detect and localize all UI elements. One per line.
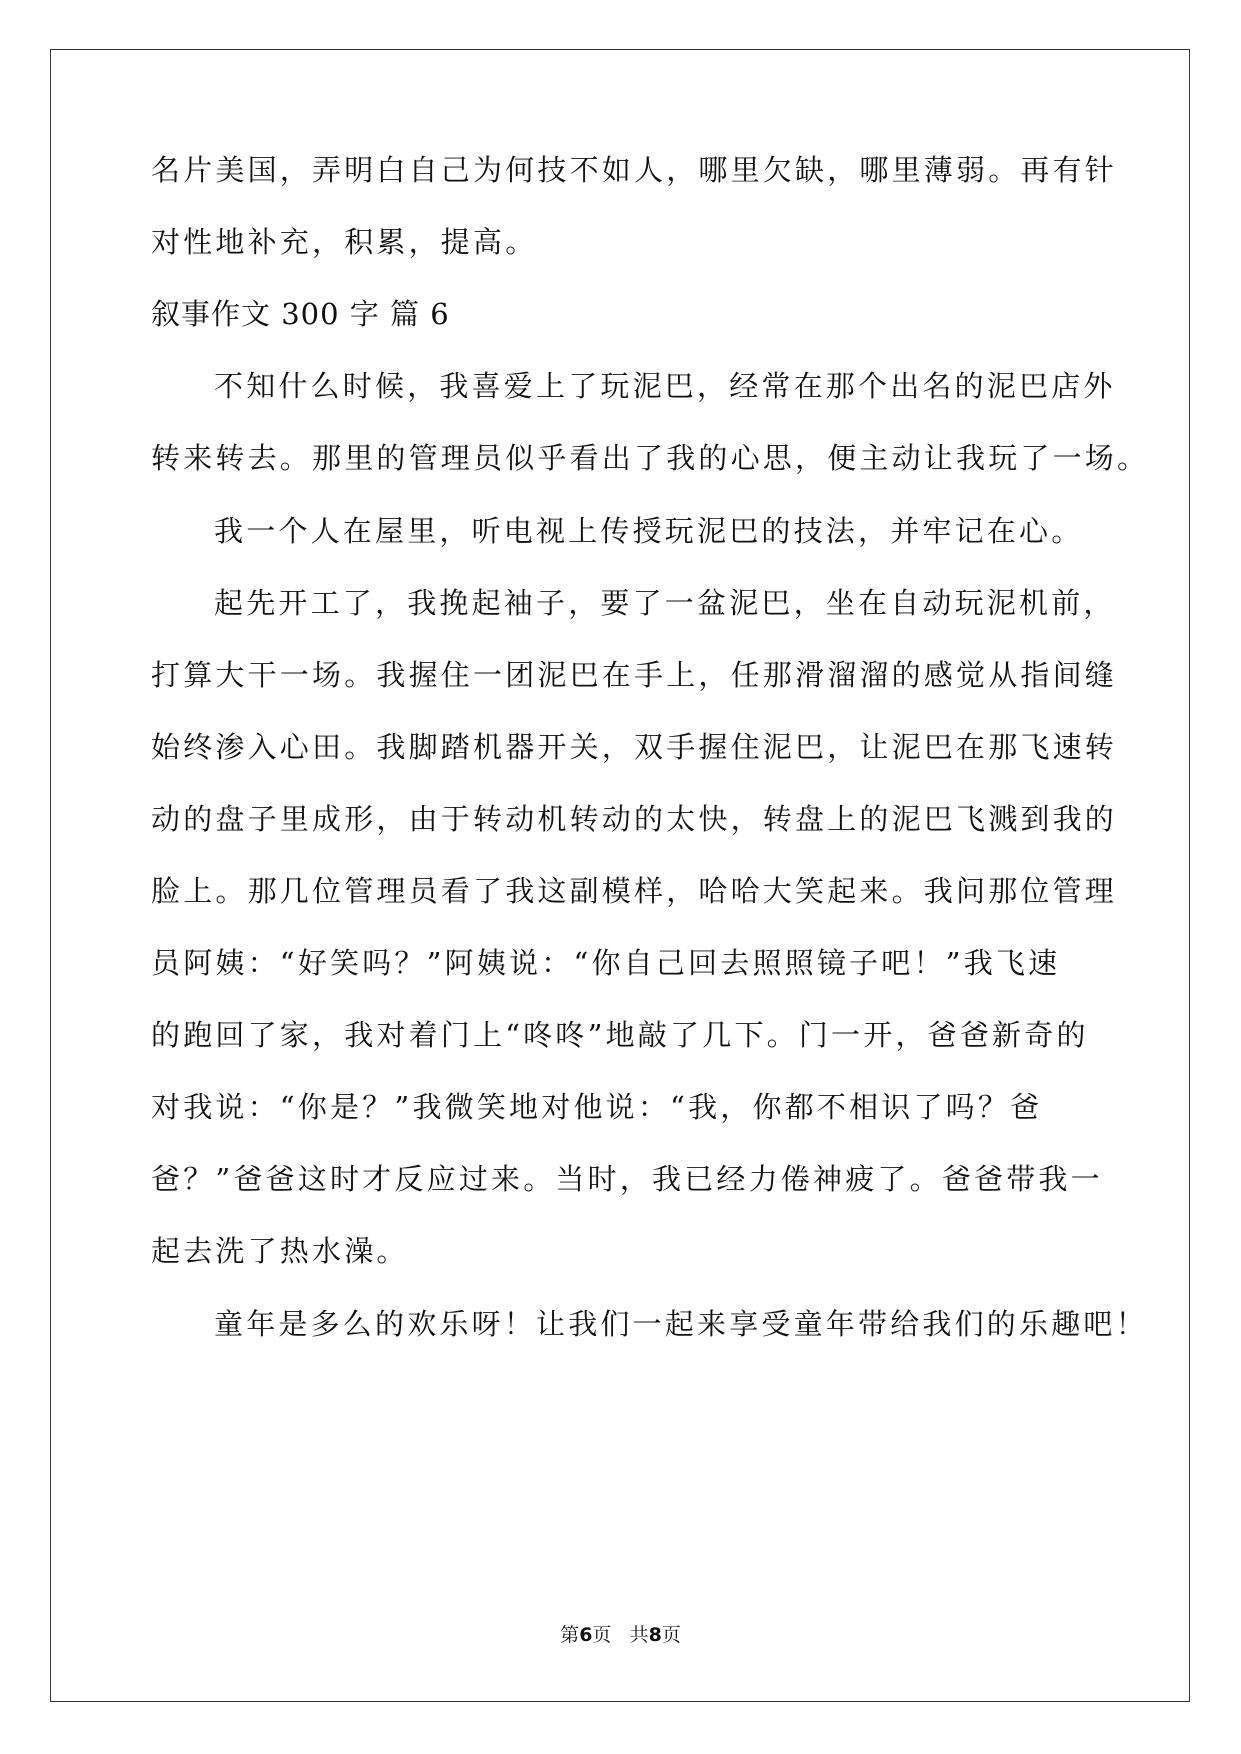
body-line: 起先开工了，我挽起袖子，要了一盆泥巴，坐在自动玩泥机前，: [214, 586, 1116, 620]
body-line: 脸上。那几位管理员看了我这副模样，哈哈大笑起来。我问那位管理: [151, 874, 1118, 908]
body-line: 童年是多么的欢乐呀！让我们一起来享受童年带给我们的乐趣吧！: [214, 1307, 1148, 1341]
body-line: 打算大干一场。我握住一团泥巴在手上，任那滑溜溜的感觉从指间缝: [151, 658, 1118, 692]
body-line: 员阿姨：“好笑吗？”阿姨说：“你自己回去照照镜子吧！”我飞速: [151, 946, 1061, 980]
body-line: 的跑回了家，我对着门上“咚咚”地敲了几下。门一开，爸爸新奇的: [151, 1018, 1089, 1052]
footer-prefix: 第: [560, 1624, 580, 1646]
body-line: 我一个人在屋里，听电视上传授玩泥巴的技法，并牢记在心。: [214, 514, 1084, 548]
footer-page-word: 页: [592, 1624, 612, 1646]
body-line: 始终渗入心田。我脚踏机器开关，双手握住泥巴，让泥巴在那飞速转: [151, 730, 1118, 764]
body-line: 爸？”爸爸这时才反应过来。当时，我已经力倦神疲了。爸爸带我一: [151, 1162, 1103, 1196]
footer-total-pages: 8: [648, 1624, 662, 1646]
body-line: 转来转去。那里的管理员似乎看出了我的心思，便主动让我玩了一场。: [151, 441, 1150, 475]
body-line: 对我说：“你是？”我微笑地对他说：“我，你都不相识了吗？爸: [151, 1090, 1043, 1124]
footer-total-prefix: 共: [629, 1624, 649, 1646]
section-heading: 叙事作文 300 字 篇 6: [151, 297, 450, 331]
body-line: 对性地补充，积累，提高。: [151, 225, 538, 259]
body-line: 名片美国，弄明白自己为何技不如人，哪里欠缺，哪里薄弱。再有针: [151, 153, 1118, 187]
body-line: 起去洗了热水澡。: [151, 1234, 409, 1268]
footer-total-suffix: 页: [661, 1624, 681, 1646]
footer-current-page: 6: [579, 1624, 593, 1646]
page-footer: [0, 1620, 1241, 1647]
body-line: 动的盘子里成形，由于转动机转动的太快，转盘上的泥巴飞溅到我的: [151, 802, 1118, 836]
body-line: 不知什么时候，我喜爱上了玩泥巴，经常在那个出名的泥巴店外: [214, 369, 1116, 403]
